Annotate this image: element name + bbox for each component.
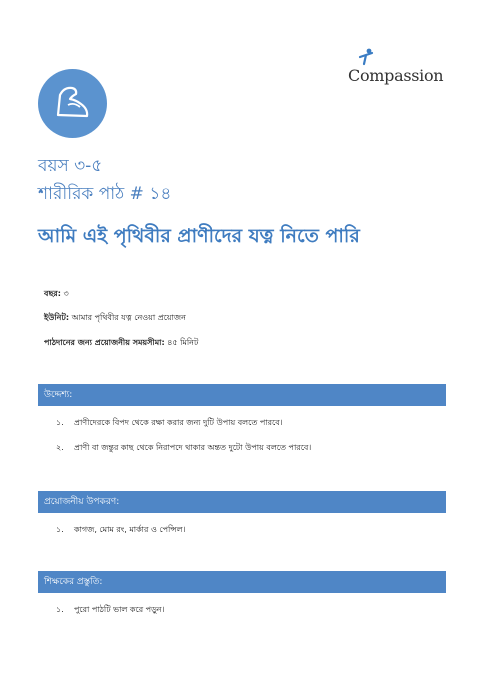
compassion-logo <box>340 48 455 88</box>
list-item <box>56 524 185 537</box>
meta-unit <box>44 312 186 325</box>
meta-time <box>44 337 198 350</box>
age-range: বয়স ৩-৫ <box>38 156 103 176</box>
section-header-preparation: শিক্ষকের প্রস্তুতি: <box>38 571 446 593</box>
list-item <box>56 442 311 455</box>
item-text: পুরো পাঠটি ভাল করে পড়ুন। <box>74 605 165 614</box>
item-text: প্রাণীদেরকে বিপদ থেকে রক্ষা করার জন্য দুটি উপায় বলতে পারবে। <box>74 418 283 427</box>
logo-text: Compassion <box>348 66 444 85</box>
section-header-materials: প্রয়োজনীয় উপকরণ: <box>38 491 446 513</box>
meta-time-label: পাঠদানের জন্য প্রয়োজনীয় সময়সীমা: <box>44 338 165 347</box>
meta-year-value: ৩ <box>63 289 69 298</box>
meta-unit-label: ইউনিট: <box>44 313 70 322</box>
meta-year <box>44 288 69 301</box>
item-number: ১. <box>56 418 64 427</box>
item-number: ১. <box>56 605 64 614</box>
meta-time-value: ৪৫ মিনিট <box>167 338 199 347</box>
list-item <box>56 604 164 617</box>
item-number: ২. <box>56 443 64 452</box>
flexed-arm-icon <box>38 69 107 138</box>
item-text: প্রাণী বা জন্তুর কাছ থেকে নিরাপদে থাকার অন্তত দুটো উপায় বলতে পারবে। <box>74 443 312 452</box>
item-number: ১. <box>56 525 64 534</box>
section-header-objectives: উদ্দেশ্য: <box>38 384 446 406</box>
page-title: আমি এই পৃথিবীর প্রাণীদের যত্ন নিতে পারি <box>38 225 360 247</box>
person-jumping-icon <box>358 48 374 66</box>
list-item <box>56 417 283 430</box>
physical-lesson-badge <box>38 69 107 138</box>
meta-year-label: বছর: <box>44 289 61 298</box>
item-text: কাগজ, মোম রং, মার্কার ও পেন্সিল। <box>74 525 186 534</box>
meta-unit-value: আমার পৃথিবীর যত্ন নেওয়া প্রয়োজন <box>71 313 186 322</box>
lesson-number: শারীরিক পাঠ # ১৪ <box>38 184 172 204</box>
